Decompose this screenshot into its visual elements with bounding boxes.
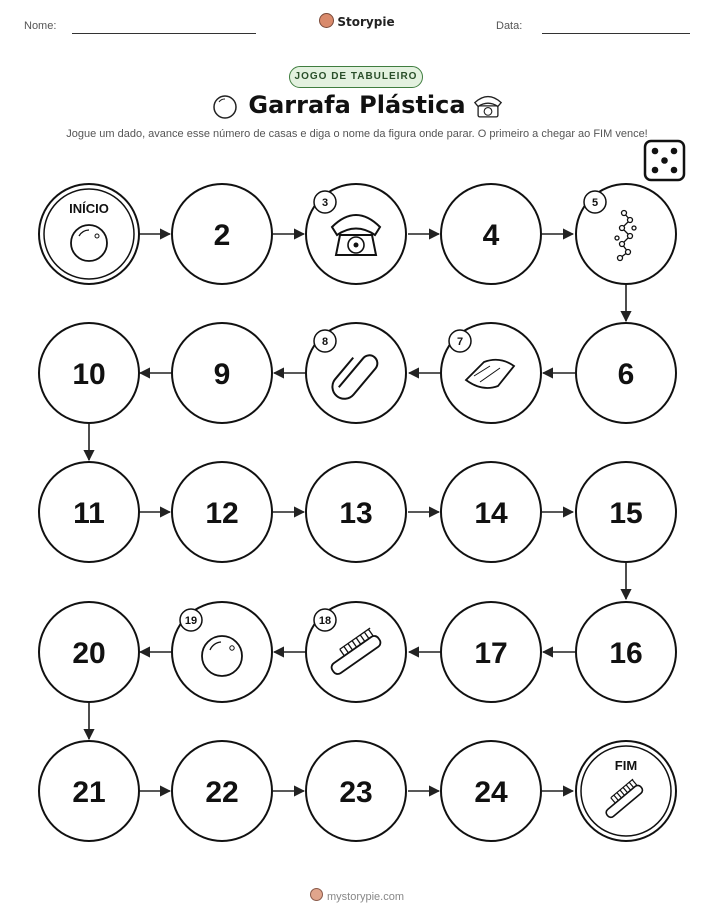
- dice-icon: [645, 141, 684, 180]
- space-2[interactable]: [172, 184, 272, 284]
- space-16[interactable]: [576, 602, 676, 702]
- space-number: 16: [609, 637, 643, 670]
- space-number: 24: [474, 776, 508, 809]
- game-type-badge: JOGO DE TABULEIRO: [289, 66, 423, 88]
- space-10[interactable]: [39, 323, 139, 423]
- space-number: 22: [205, 776, 239, 809]
- space-9[interactable]: [172, 323, 272, 423]
- space-15[interactable]: [576, 462, 676, 562]
- space-6[interactable]: [576, 323, 676, 423]
- space-number: 11: [73, 497, 105, 530]
- space-19[interactable]: [172, 602, 272, 702]
- space-22[interactable]: [172, 741, 272, 841]
- footer: [0, 888, 714, 903]
- space-badge-number: 18: [318, 615, 332, 627]
- footer-bear-icon: [310, 888, 323, 901]
- name-label: Nome:: [24, 20, 57, 32]
- space-number: 20: [72, 637, 106, 670]
- space-number: 10: [72, 358, 106, 391]
- space-17[interactable]: [441, 602, 541, 702]
- space-number: 14: [474, 497, 508, 530]
- space-number: 17: [474, 637, 508, 670]
- end-label: FIM: [614, 758, 638, 773]
- space-number: 23: [339, 776, 373, 809]
- space-12[interactable]: [172, 462, 272, 562]
- space-badge-number: 8: [321, 336, 329, 348]
- space-7[interactable]: [441, 323, 541, 423]
- space-start[interactable]: [39, 184, 139, 284]
- space-badge-number: 3: [321, 197, 329, 209]
- space-20[interactable]: [39, 602, 139, 702]
- space-number: 4: [482, 219, 500, 252]
- space-badge-number: 7: [456, 336, 464, 348]
- footer-url[interactable]: mystorypie.com: [326, 891, 405, 903]
- space-3[interactable]: [306, 184, 406, 284]
- space-18[interactable]: [306, 602, 406, 702]
- date-label: Data:: [496, 20, 523, 32]
- space-end[interactable]: [576, 741, 676, 841]
- page-title: Garrafa Plástica: [248, 91, 466, 119]
- space-number: 6: [617, 358, 635, 391]
- space-badge-number: 19: [184, 615, 198, 627]
- space-number: 13: [339, 497, 373, 530]
- title-bubble-icon: [214, 96, 236, 118]
- space-number: 15: [609, 497, 643, 530]
- brand-name: Storypie: [337, 15, 395, 29]
- title-telephone-icon: [475, 97, 501, 117]
- space-number: 2: [213, 219, 231, 252]
- space-14[interactable]: [441, 462, 541, 562]
- space-number: 9: [213, 358, 231, 391]
- space-21[interactable]: [39, 741, 139, 841]
- space-13[interactable]: [306, 462, 406, 562]
- space-number: 12: [205, 497, 239, 530]
- space-5[interactable]: [576, 184, 676, 284]
- start-label: INÍCIO: [69, 201, 109, 216]
- space-11[interactable]: [39, 462, 139, 562]
- space-8[interactable]: [306, 323, 406, 423]
- instructions: Jogue um dado, avance esse número de casas e diga o nome da figura onde parar. O primeiro a chegar ao FIM vence!: [66, 128, 648, 140]
- space-4[interactable]: [441, 184, 541, 284]
- space-number: 21: [72, 776, 106, 809]
- space-24[interactable]: [441, 741, 541, 841]
- space-23[interactable]: [306, 741, 406, 841]
- space-badge-number: 5: [591, 197, 599, 209]
